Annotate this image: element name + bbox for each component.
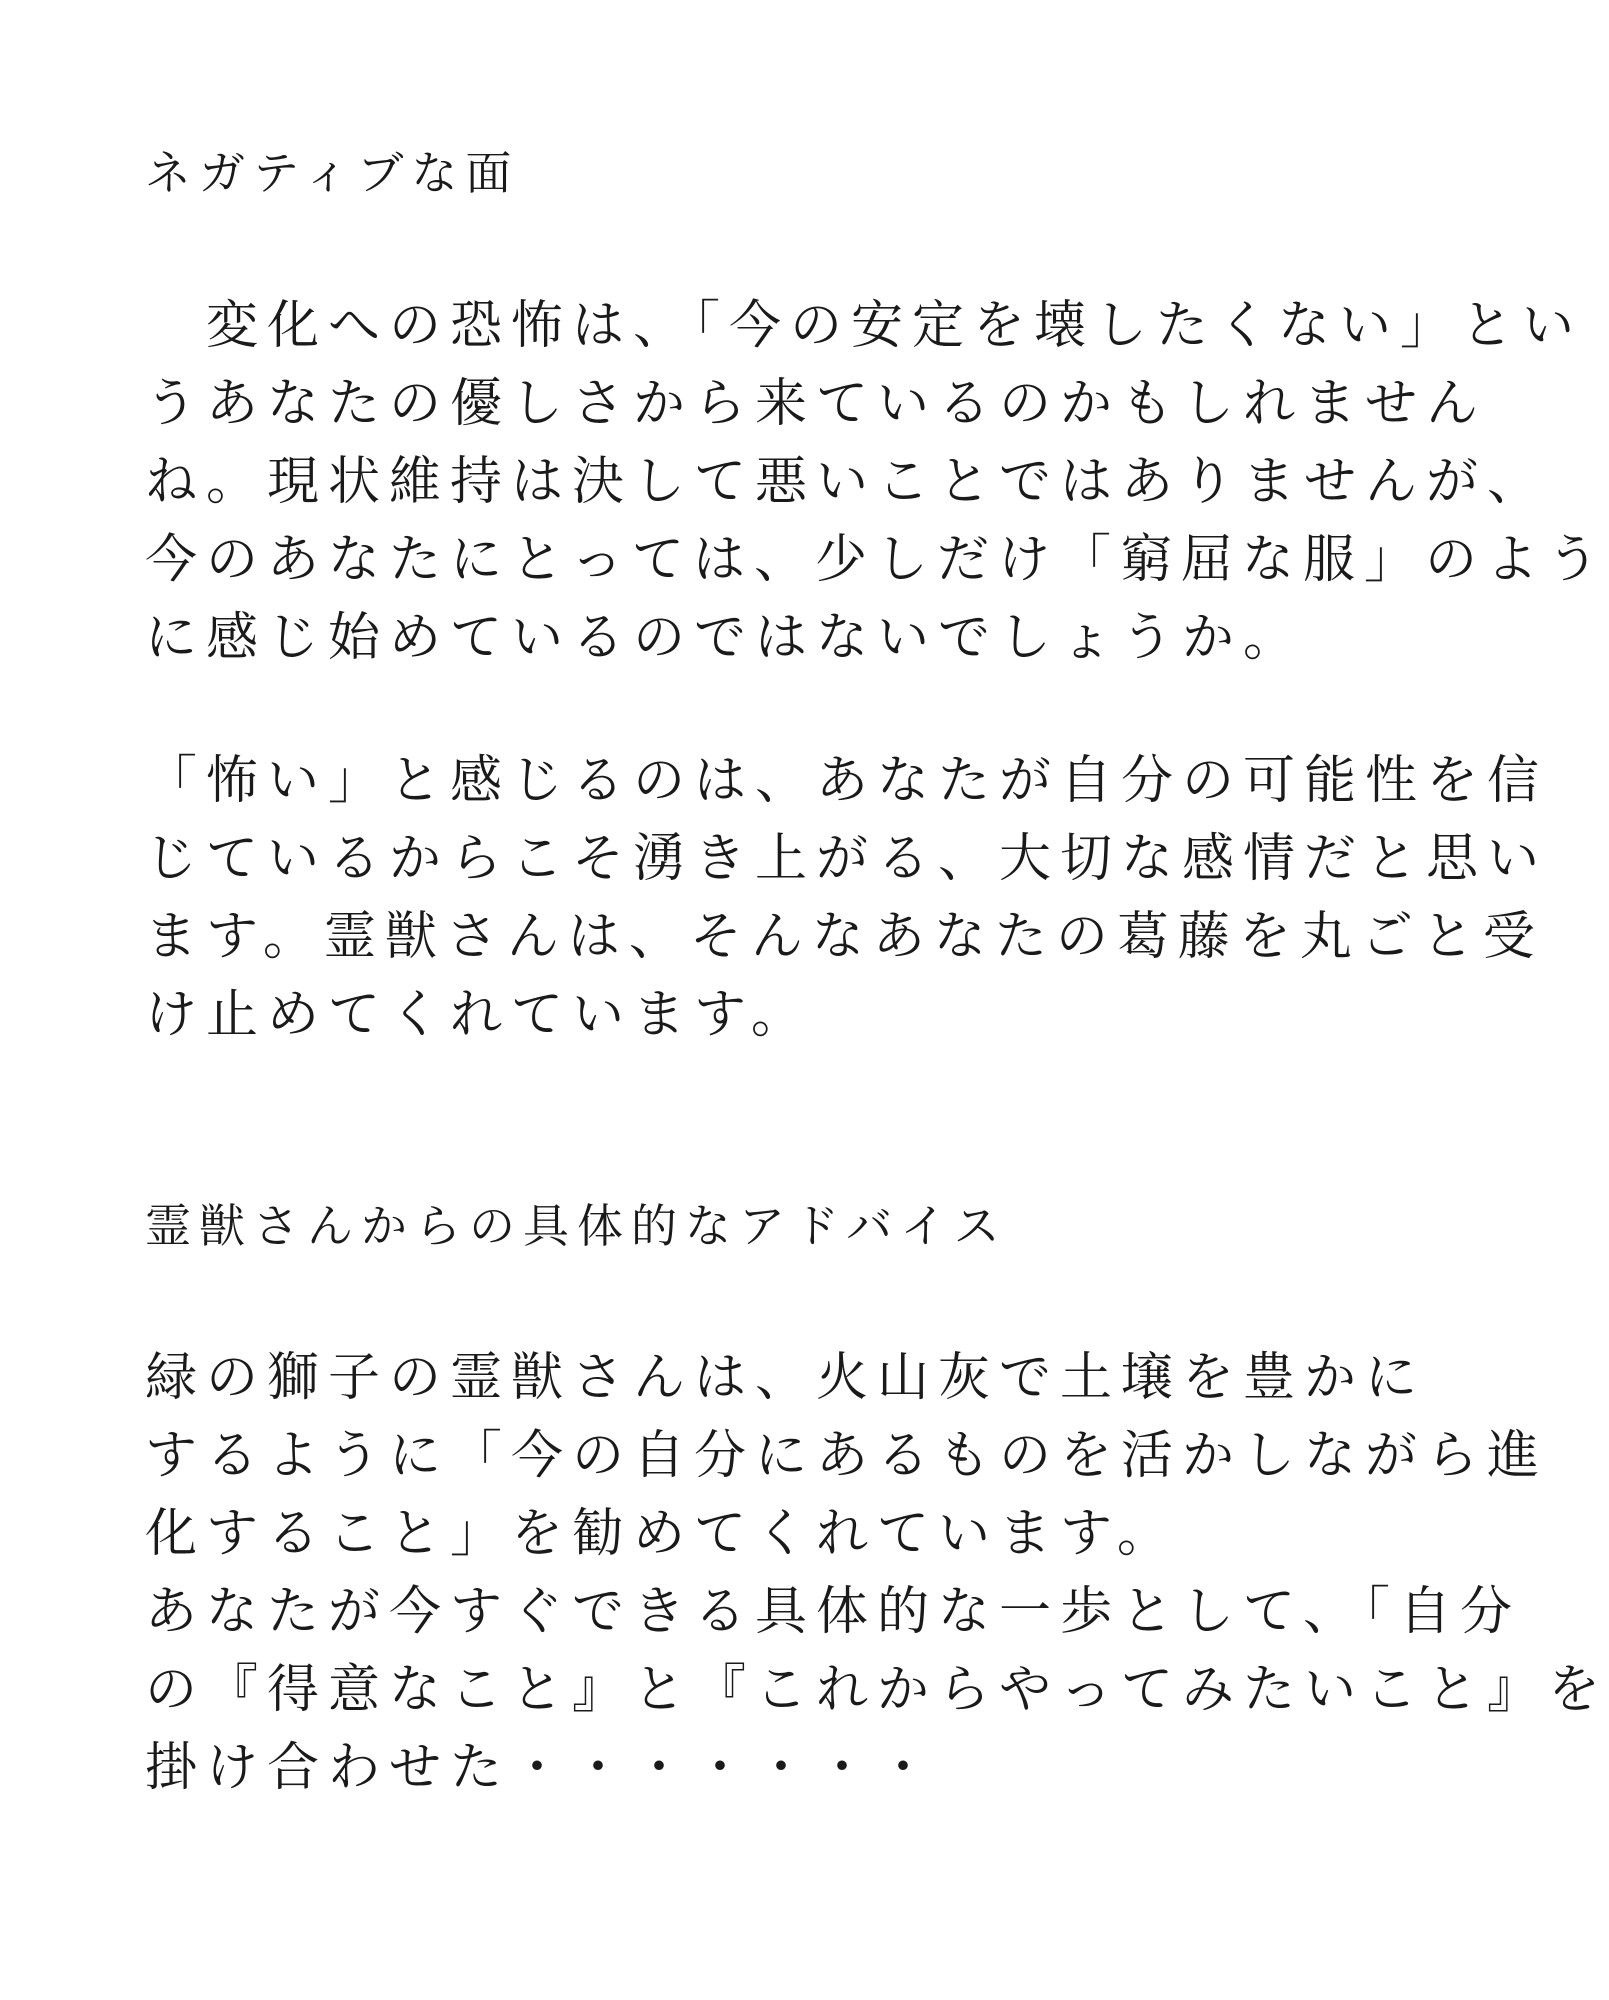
text-line: あなたが今すぐできる具体的な一歩として、「自分 bbox=[145, 1582, 1521, 1642]
text-line: 掛け合わせた・・・・・・・ bbox=[145, 1738, 939, 1798]
section-heading-advice: 霊獣さんからの具体的なアドバイス bbox=[145, 1199, 1008, 1253]
text-line: に感じ始めているのではないでしょうか。 bbox=[145, 608, 1305, 668]
text-line: け止めてくれています。 bbox=[145, 985, 812, 1045]
text-line: するように「今の自分にあるものを活かしながら進 bbox=[145, 1426, 1549, 1486]
text-line: じているからこそ湧き上がる、大切な感情だと思い bbox=[145, 829, 1549, 889]
text-line: 変化への恐怖は、「今の安定を壊したくない」とい bbox=[145, 296, 1584, 356]
text-line: ね。現状維持は決して悪いことではありませんが、 bbox=[145, 452, 1549, 512]
text-line: の『得意なこと』と『これからやってみたいこと』を bbox=[145, 1660, 1609, 1720]
text-line: 緑の獅子の霊獣さんは、火山灰で土壌を豊かに bbox=[145, 1348, 1427, 1408]
text-line: ます。霊獣さんは、そんなあなたの葛藤を丸ごと受 bbox=[145, 907, 1544, 967]
text-line: 「怖い」と感じるのは、あなたが自分の可能性を信 bbox=[145, 751, 1549, 811]
text-line: 化すること」を勧めてくれています。 bbox=[145, 1504, 1178, 1564]
text-line: うあなたの優しさから来ているのかもしれません bbox=[145, 374, 1488, 434]
text-line: 今のあなたにとっては、少しだけ「窮屈な服」のよう bbox=[145, 530, 1608, 590]
section-heading-negative: ネガティブな面 bbox=[145, 146, 520, 200]
